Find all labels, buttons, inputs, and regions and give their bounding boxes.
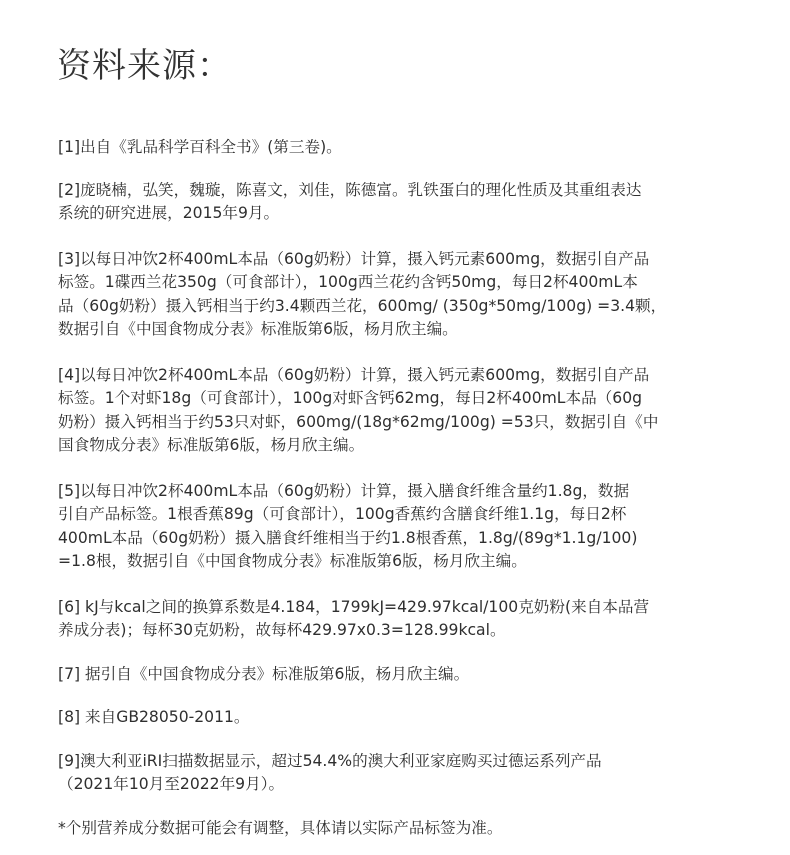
reference-item: [7] 据引自《中国食物成分表》标准版第6版，杨月欣主编。 — [58, 664, 470, 683]
page-title: 资料来源： — [57, 46, 232, 86]
reference-item: [1]出自《乳品科学百科全书》(第三卷)。 — [58, 138, 342, 156]
disclaimer-note: *个别营养成分数据可能会有调整，具体请以实际产品标签为准。 — [58, 818, 503, 837]
reference-item: [3]以每日冲饮2杯400mL本品（60g奶粉）计算，摄入钙元素600mg，数据引自产品 标签。1碟西兰花350g（可食部计），100g西兰花约含钙50mg，每日2杯400mL本 品（60g奶粉）摄入钙相当于约3.4颗西兰花，600mg/ (350g*50mg/100g) =3.4颗， 数据引自《中国食物成分表》标准版第6版，杨月欣主编。 — [58, 249, 667, 338]
reference-item: [4]以每日冲饮2杯400mL本品（60g奶粉）计算，摄入钙元素600mg，数据引自产品 标签。1个对虾18g（可食部计），100g对虾含钙62mg，每日2杯400mL本品（60g 奶粉）摄入钙相当于约53只对虾，600mg/(18g*62mg/100g) =53只，数据引自《中 国食物成分表》标准版第6版，杨月欣主编。 — [58, 365, 659, 454]
reference-item: [5]以每日冲饮2杯400mL本品（60g奶粉）计算，摄入膳食纤维含量约1.8g，数据 引自产品标签。1根香蕉89g（可食部计），100g香蕉约含膳食纤维1.1g，每日2杯 400mL本品（60g奶粉）摄入膳食纤维相当于约1.8根香蕉，1.8g/(89g*1.1g/100) =1.8根，数据引自《中国食物成分表》标准版第6版，杨月欣主编。 — [58, 481, 638, 570]
reference-item: [8] 来自GB28050-2011。 — [58, 708, 250, 726]
reference-list — [58, 136, 748, 840]
reference-item: [9]澳大利亚iRI扫描数据显示，超过54.4%的澳大利亚家庭购买过德运系列产品 （2021年10月至2022年9月）。 — [58, 751, 602, 793]
reference-item: [2]庞晓楠，弘笑，魏璇，陈喜文，刘佳，陈德富。乳铁蛋白的理化性质及其重组表达 系统的研究进展，2015年9月。 — [58, 180, 642, 222]
reference-item: [6] kJ与kcal之间的换算系数是4.184，1799kJ=429.97kcal/100克奶粉(来自本品营 养成分表)；每杯30克奶粉，故每杯429.97x0.3=128.99kcal。 — [58, 597, 650, 639]
